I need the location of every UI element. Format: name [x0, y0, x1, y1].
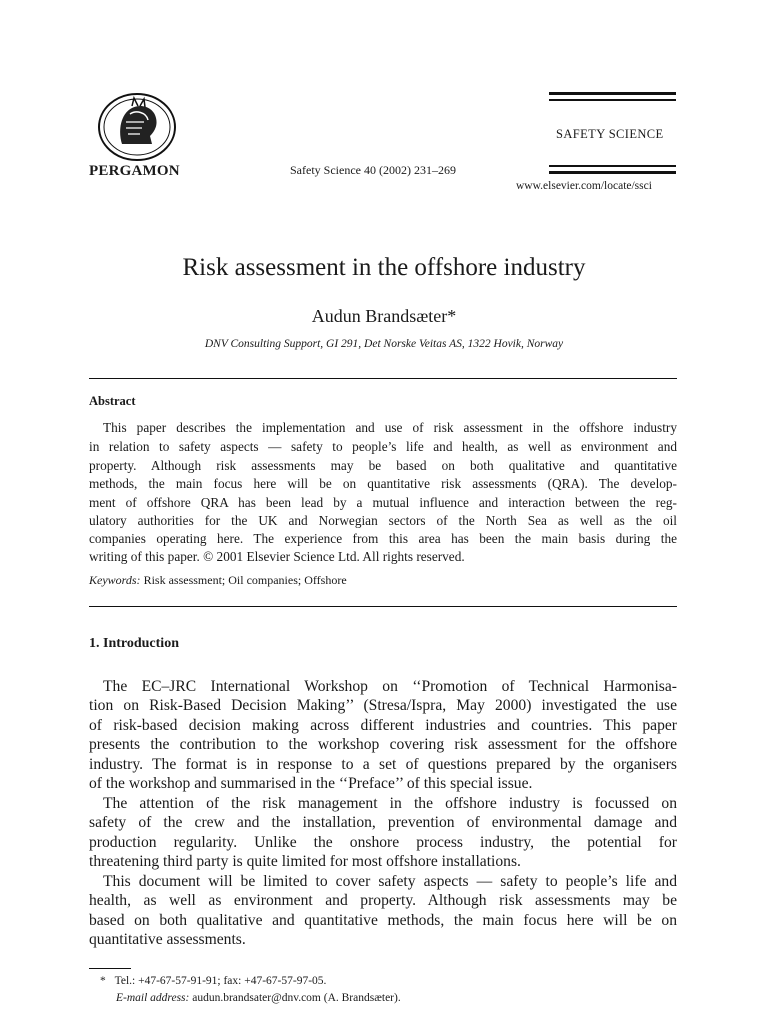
- footnote-phone-fax: Tel.: +47-67-57-91-91; fax: +47-67-57-97-05.: [114, 975, 327, 987]
- header-rule-bottom-2: [549, 171, 676, 174]
- body-line: threatening third party is quite limited for most offshore installations.: [89, 853, 521, 870]
- publisher-logo-icon: [96, 92, 178, 162]
- abstract-line: ment of offshore QRA has been lead by a mutual influence and interaction between the reg-: [89, 495, 677, 510]
- abstract-top-divider: [89, 378, 677, 379]
- abstract-bottom-divider: [89, 606, 677, 607]
- body-line: The attention of the risk management in the offshore industry is focussed on: [103, 795, 677, 812]
- abstract-line: in relation to safety aspects — safety to people’s life and health, as well as environment and: [89, 439, 677, 454]
- journal-url-link[interactable]: www.elsevier.com/locate/ssci: [516, 180, 652, 192]
- body-line: based on both qualitative and quantitative methods, the main focus here will be on: [89, 912, 677, 929]
- body-line: of the workshop and summarised in the ‘‘Preface’’ of this special issue.: [89, 775, 533, 792]
- body-line: presents the contribution to the workshop covering risk assessment for the offshore: [89, 736, 677, 753]
- email-address-link[interactable]: audun.brandsater@dnv.com (A. Brandsæter).: [192, 992, 401, 1004]
- body-line: quantitative assessments.: [89, 931, 246, 948]
- abstract-line: methods, the main focus here will be on quantitative risk assessments (QRA). The develop-: [89, 476, 677, 491]
- abstract-line: This paper describes the implementation and use of risk assessment in the offshore industry: [103, 420, 677, 435]
- keywords: [89, 573, 347, 588]
- keywords-label: Keywords:: [89, 573, 141, 587]
- body-line: industry. The format is in response to a set of questions prepared by the organisers: [89, 756, 677, 773]
- footnote-marker: *: [100, 975, 106, 987]
- body-line: tion on Risk-Based Decision Making’’ (Stresa/Ispra, May 2000) investigated the use: [89, 697, 677, 714]
- journal-citation: Safety Science 40 (2002) 231–269: [290, 163, 456, 177]
- footnote-contact: [100, 975, 326, 987]
- footnote-email: [116, 992, 401, 1004]
- header-rule-top-2: [549, 99, 676, 101]
- abstract-line: property. Although risk assessments may be based on both qualitative and quantitative: [89, 458, 677, 473]
- body-line: safety of the crew and the installation, prevention of environmental damage and: [89, 814, 677, 831]
- header-rule-bottom-1: [549, 165, 676, 167]
- body-line: of risk-based decision making across different industries and countries. This paper: [89, 717, 677, 734]
- header-rule-top-1: [549, 92, 676, 95]
- body-line: health, as well as environment and property. Although risk assessments may be: [89, 892, 677, 909]
- abstract-heading: Abstract: [89, 394, 136, 408]
- body-line: This document will be limited to cover safety aspects — safety to people’s life and: [103, 873, 677, 890]
- article-title: Risk assessment in the offshore industry: [182, 254, 586, 281]
- abstract-line: writing of this paper. © 2001 Elsevier Science Ltd. All rights reserved.: [89, 549, 465, 564]
- article-author: Audun Brandsæter*: [311, 306, 457, 326]
- publisher-name: PERGAMON: [89, 163, 180, 179]
- section-heading: 1. Introduction: [89, 636, 179, 651]
- keywords-list: Risk assessment; Oil companies; Offshore: [143, 573, 347, 587]
- body-line: production regularity. Unlike the onshore process industry, the potential for: [89, 834, 677, 851]
- abstract-line: companies operating here. The experience from this area has been the main basis during the: [89, 531, 677, 546]
- footnote-divider: [89, 968, 131, 969]
- author-affiliation: DNV Consulting Support, GI 291, Det Norske Veitas AS, 1322 Hovik, Norway: [204, 338, 564, 350]
- journal-name: SAFETY SCIENCE: [556, 127, 664, 141]
- abstract-line: ulatory authorities for the UK and Norwegian sectors of the North Sea as well as the oil: [89, 513, 677, 528]
- email-label: E-mail address:: [116, 992, 190, 1004]
- body-line: The EC–JRC International Workshop on ‘‘Promotion of Technical Harmonisa-: [103, 678, 677, 695]
